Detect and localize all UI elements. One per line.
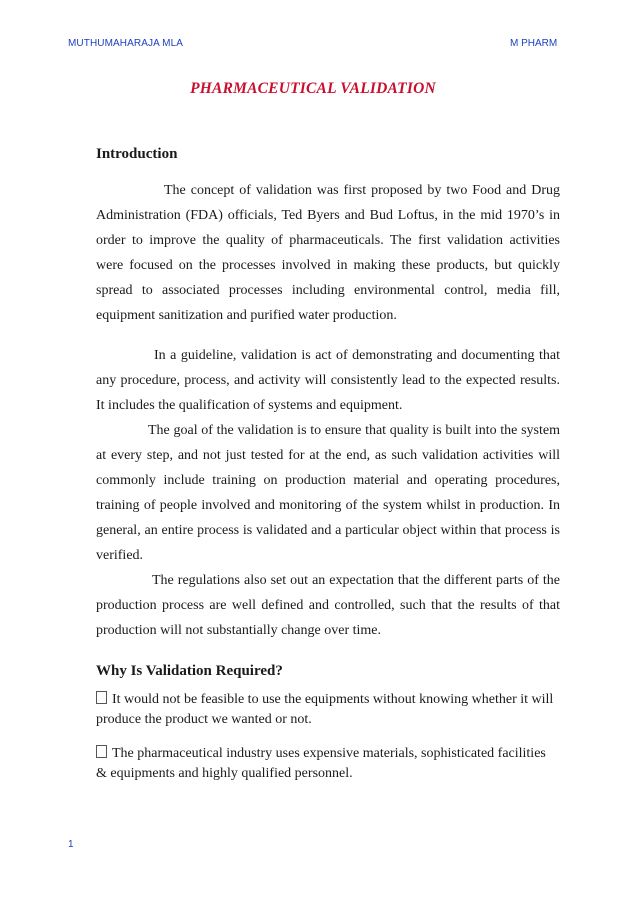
bullet-text: It would not be feasible to use the equipments without knowing whether it will produce the product we wanted or not. — [96, 692, 554, 727]
bullet-item — [96, 744, 560, 784]
introduction-heading: Introduction — [96, 146, 178, 162]
paragraph-3: The goal of the validation is to ensure that quality is built into the system at every step, and not just tested for at the end, as such validation activities will commonly include training on production material and operating procedures, training of people involved and monitoring of the system whilst in production. In general, an entire process is validated and a particular object within that process is verified. — [96, 423, 560, 563]
bullet-item — [96, 690, 560, 730]
document-body — [96, 143, 560, 784]
bullet-box-icon — [96, 745, 107, 758]
paragraph-2: In a guideline, validation is act of demonstrating and documenting that any procedure, process, and activity will consistently lead to the expected results. It includes the qualification of systems and equipment. — [96, 348, 560, 413]
document-title-text: PHARMACEUTICAL VALIDATION — [190, 80, 436, 97]
why-validation-heading: Why Is Validation Required? — [96, 663, 283, 679]
document-title — [0, 80, 638, 98]
paragraph-1: The concept of validation was first proposed by two Food and Drug Administration (FDA) officials, Ted Byers and Bud Loftus, in the mid 1970’s in order to improve the quality of pharmaceuticals. The first validation activities were focused on the processes involved in making these products, but quickly spread to associated processes including environmental control, media fill, equipment sanitization and purified water production. — [96, 183, 560, 323]
bullet-box-icon — [96, 691, 107, 704]
header-degree: M PHARM — [510, 38, 558, 49]
paragraph-4: The regulations also set out an expectation that the different parts of the production process are well defined and controlled, such that the results of that production will not substantially change over time. — [96, 573, 560, 638]
page-number: 1 — [68, 839, 74, 850]
bullet-text: The pharmaceutical industry uses expensive materials, sophisticated facilities & equipments and highly qualified personnel. — [96, 746, 546, 781]
header-author: MUTHUMAHARAJA MLA — [68, 38, 184, 49]
